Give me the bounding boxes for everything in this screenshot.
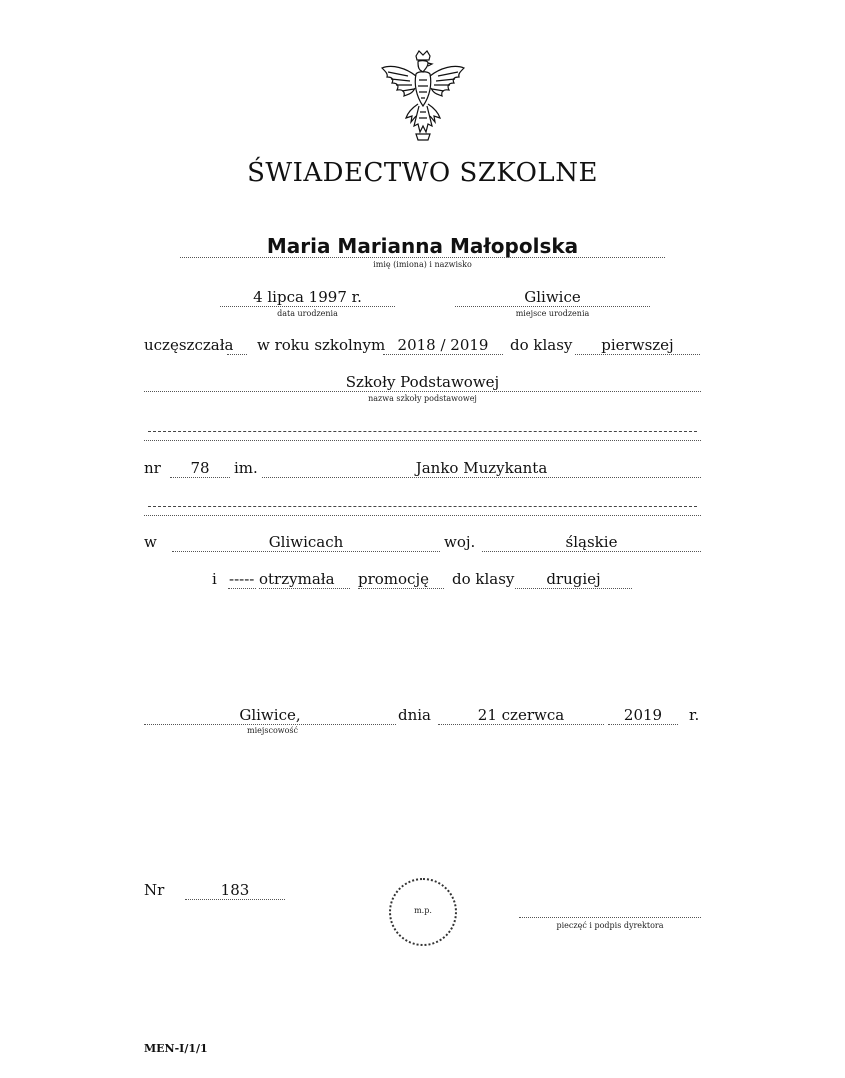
student-name: Maria Marianna Małopolska	[266, 234, 579, 258]
dashed-row-2-line	[144, 515, 701, 516]
issue-date: 21 czerwca	[477, 706, 565, 724]
received-label: otrzymała	[259, 570, 335, 588]
school-type: Szkoły Podstawowej	[345, 373, 500, 391]
school-year-label: w roku szkolnym	[257, 336, 386, 354]
promotion-word-line	[358, 588, 444, 589]
promotion-dash-line	[228, 588, 256, 589]
attended-label: uczęszczała	[144, 336, 234, 354]
birth-date-caption: data urodzenia	[277, 309, 338, 318]
voivodeship: śląskie	[565, 533, 618, 551]
school-city-line	[172, 551, 440, 552]
issue-place: Gliwice,	[239, 706, 301, 724]
school-number-line	[170, 477, 230, 478]
signature-line	[519, 917, 701, 918]
received-line	[259, 588, 350, 589]
document-title: ŚWIADECTWO SZKOLNE	[247, 158, 598, 188]
promotion-dash: -----	[229, 570, 255, 588]
and-label: i	[212, 570, 217, 588]
school-number: 78	[190, 459, 210, 477]
signature-caption: pieczęć i podpis dyrektora	[556, 921, 664, 930]
school-year-line	[383, 354, 503, 355]
attended-line	[227, 354, 247, 355]
form-code: MEN-I/1/1	[144, 1042, 208, 1055]
certificate-number: 183	[220, 881, 250, 899]
name-dotted-line	[180, 257, 665, 258]
birth-place: Gliwice	[524, 288, 581, 306]
next-class-line	[515, 588, 632, 589]
school-type-caption: nazwa szkoły podstawowej	[368, 394, 477, 403]
voivodeship-label: woj.	[444, 533, 476, 551]
day-label: dnia	[398, 706, 432, 724]
class-value: pierwszej	[601, 336, 674, 354]
school-number-label: nr	[144, 459, 161, 477]
to-class-label: do klasy	[452, 570, 515, 588]
city-label: w	[144, 533, 157, 551]
birth-date: 4 lipca 1997 r.	[253, 288, 362, 306]
dashed-filler-line	[148, 431, 697, 432]
class-label: do klasy	[510, 336, 573, 354]
polish-eagle-emblem-icon	[378, 50, 468, 142]
school-patron-line	[262, 477, 701, 478]
birth-place-caption: miejsce urodzenia	[515, 309, 590, 318]
school-patron: Janko Muzykanta	[415, 459, 548, 477]
stamp-label: m.p.	[414, 906, 432, 915]
issue-year-line	[608, 724, 678, 725]
birth-date-line	[220, 306, 395, 307]
class-line	[575, 354, 700, 355]
issue-place-caption: miejscowość	[247, 726, 299, 735]
issue-date-line	[438, 724, 604, 725]
school-city: Gliwicach	[268, 533, 344, 551]
voivodeship-line	[482, 551, 701, 552]
issue-year: 2019	[623, 706, 663, 724]
certificate-number-label: Nr	[144, 881, 165, 899]
next-class: drugiej	[546, 570, 601, 588]
dashed-row-1-line	[144, 440, 701, 441]
issue-place-line	[144, 724, 396, 725]
dashed-filler-line-2	[148, 506, 697, 507]
birth-place-line	[455, 306, 650, 307]
patron-label: im.	[234, 459, 258, 477]
school-year: 2018 / 2019	[397, 336, 489, 354]
name-caption: imię (imiona) i nazwisko	[373, 260, 472, 269]
school-type-line	[144, 391, 701, 392]
certificate-number-line	[185, 899, 285, 900]
year-suffix: r.	[689, 706, 700, 724]
promotion-word: promocję	[358, 570, 429, 588]
